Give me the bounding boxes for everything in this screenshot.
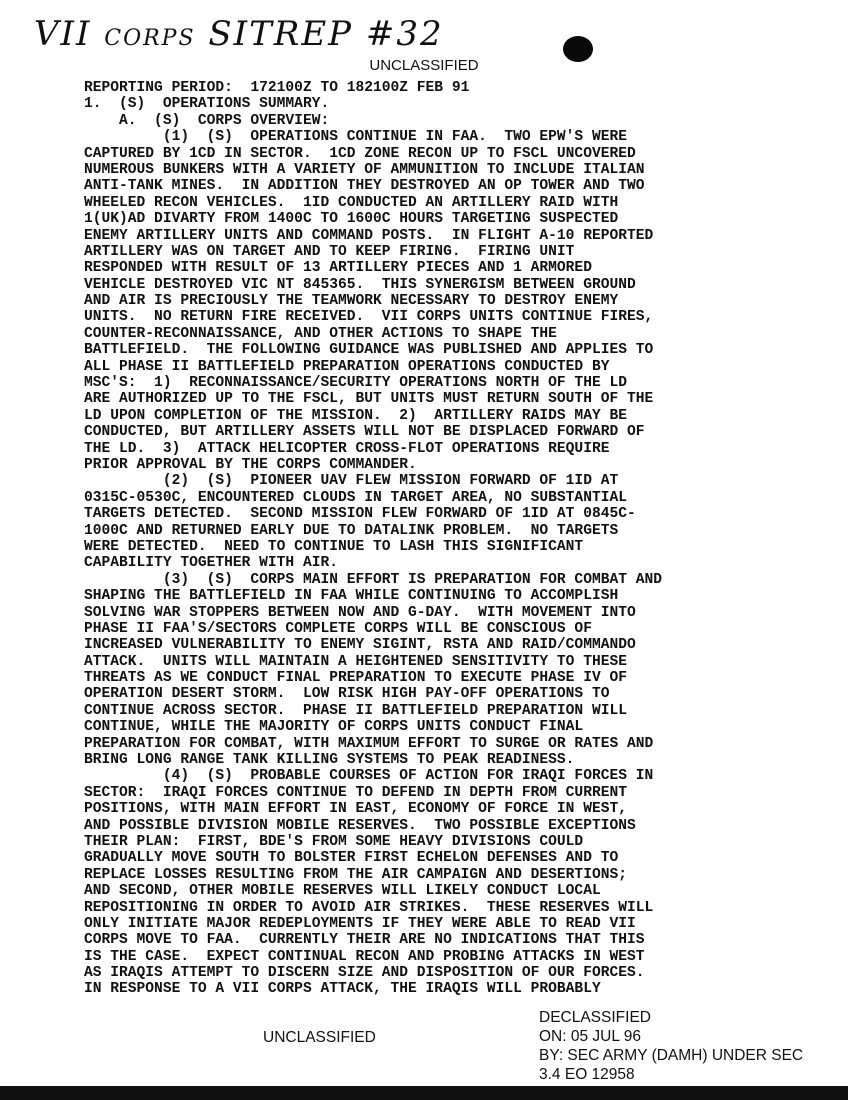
handwritten-number: #32 [365, 14, 444, 54]
declassification-block [539, 1008, 803, 1084]
body-line: THE LD. 3) ATTACK HELICOPTER CROSS-FLOT OPERATIONS REQUIRE [84, 440, 610, 457]
body-line: POSITIONS, WITH MAIN EFFORT IN EAST, ECONOMY OF FORCE IN WEST, [84, 801, 627, 818]
body-line: SECTOR: IRAQI FORCES CONTINUE TO DEFEND IN DEPTH FROM CURRENT [84, 784, 627, 801]
body-line: (3) (S) CORPS MAIN EFFORT IS PREPARATION FOR COMBAT AND [84, 571, 663, 588]
body-line: CAPABILITY TOGETHER WITH AIR. [84, 555, 338, 572]
body-line: 1000C AND RETURNED EARLY DUE TO DATALINK PROBLEM. NO TARGETS [84, 522, 619, 539]
body-line: 1. (S) OPERATIONS SUMMARY. [84, 96, 330, 113]
body-line: AND SECOND, OTHER MOBILE RESERVES WILL LIKELY CONDUCT LOCAL [84, 883, 601, 900]
body-line: ALL PHASE II BATTLEFIELD PREPARATION OPERATIONS CONDUCTED BY [84, 358, 610, 375]
document-body [84, 80, 756, 998]
body-line: SHAPING THE BATTLEFIELD IN FAA WHILE CONTINUING TO ACCOMPLISH [84, 588, 619, 605]
body-line: A. (S) CORPS OVERVIEW: [84, 112, 330, 129]
body-line: NUMEROUS BUNKERS WITH A VARIETY OF AMMUNITION TO INCLUDE ITALIAN [84, 161, 645, 178]
body-line: SOLVING WAR STOPPERS BETWEEN NOW AND G-DAY. WITH MOVEMENT INTO [84, 604, 636, 621]
body-line: CONDUCTED, BUT ARTILLERY ASSETS WILL NOT BE DISPLACED FORWARD OF [84, 424, 645, 441]
body-line: REPOSITIONING IN ORDER TO AVOID AIR STRIKES. THESE RESERVES WILL [84, 899, 654, 916]
body-line: RESPONDED WITH RESULT OF 13 ARTILLERY PIECES AND 1 ARMORED [84, 260, 592, 277]
body-line: 0315C-0530C, ENCOUNTERED CLOUDS IN TARGET AREA, NO SUBSTANTIAL [84, 489, 627, 506]
body-line: THEIR PLAN: FIRST, BDE'S FROM SOME HEAVY DIVISIONS COULD [84, 833, 584, 850]
body-line: (2) (S) PIONEER UAV FLEW MISSION FORWARD OF 1ID AT [84, 473, 619, 490]
body-line: IS THE CASE. EXPECT CONTINUAL RECON AND PROBING ATTACKS IN WEST [84, 948, 645, 965]
body-line: INCREASED VULNERABILITY TO ENEMY SIGINT, RSTA AND RAID/COMMANDO [84, 637, 636, 654]
declass-line-4: 3.4 EO 12958 [539, 1066, 635, 1083]
body-line: AS IRAQIS ATTEMPT TO DISCERN SIZE AND DISPOSITION OF OUR FORCES. [84, 965, 645, 982]
body-line: GRADUALLY MOVE SOUTH TO BOLSTER FIRST ECHELON DEFENSES AND TO [84, 850, 619, 867]
classification-bottom: UNCLASSIFIED [263, 1029, 376, 1046]
body-line: AND POSSIBLE DIVISION MOBILE RESERVES. TWO POSSIBLE EXCEPTIONS [84, 817, 636, 834]
body-line: (1) (S) OPERATIONS CONTINUE IN FAA. TWO EPW'S WERE [84, 129, 627, 146]
body-line: ARE AUTHORIZED UP TO THE FSCL, BUT UNITS MUST RETURN SOUTH OF THE [84, 391, 654, 408]
body-line: AND AIR IS PRECIOUSLY THE TEAMWORK NECESSARY TO DESTROY ENEMY [84, 293, 619, 310]
body-line: BRING LONG RANGE TANK KILLING SYSTEMS TO PEAK READINESS. [84, 752, 575, 769]
body-line: LD UPON COMPLETION OF THE MISSION. 2) ARTILLERY RAIDS MAY BE [84, 407, 627, 424]
handwritten-roman: VII [34, 14, 92, 54]
body-line: 1(UK)AD DIVARTY FROM 1400C TO 1600C HOURS TARGETING SUSPECTED [84, 211, 619, 228]
body-line: REPORTING PERIOD: 172100Z TO 182100Z FEB 91 [84, 80, 470, 96]
body-line: WERE DETECTED. NEED TO CONTINUE TO LASH THIS SIGNIFICANT [84, 538, 584, 555]
body-line: PHASE II FAA'S/SECTORS COMPLETE CORPS WILL BE CONSCIOUS OF [84, 620, 592, 637]
body-line: UNITS. NO RETURN FIRE RECEIVED. VII CORPS UNITS CONTINUE FIRES, [84, 309, 654, 326]
declass-line-1: DECLASSIFIED [539, 1009, 651, 1026]
body-line: WHEELED RECON VEHICLES. 1ID CONDUCTED AN ARTILLERY RAID WITH [84, 194, 619, 211]
body-line: ARTILLERY WAS ON TARGET AND TO KEEP FIRING. FIRING UNIT [84, 243, 575, 260]
body-line: OPERATION DESERT STORM. LOW RISK HIGH PAY-OFF OPERATIONS TO [84, 686, 610, 703]
body-line: CONTINUE, WHILE THE MAJORITY OF CORPS UNITS CONDUCT FINAL [84, 719, 584, 736]
declass-line-2: ON: 05 JUL 96 [539, 1028, 641, 1045]
body-line: CORPS MOVE TO FAA. CURRENTLY THEIR ARE NO INDICATIONS THAT THIS [84, 932, 645, 949]
body-line: CONTINUE ACROSS SECTOR. PHASE II BATTLEFIELD PREPARATION WILL [84, 702, 627, 719]
declass-line-3: BY: SEC ARMY (DAMH) UNDER SEC [539, 1047, 804, 1064]
body-line: ONLY INITIATE MAJOR REDEPLOYMENTS IF THEY WERE ABLE TO READ VII [84, 915, 636, 932]
body-line: IN RESPONSE TO A VII CORPS ATTACK, THE IRAQIS WILL PROBABLY [84, 981, 601, 998]
body-line: MSC'S: 1) RECONNAISSANCE/SECURITY OPERATIONS NORTH OF THE LD [84, 375, 627, 392]
scan-bottom-edge [0, 1086, 848, 1100]
body-line: COUNTER-RECONNAISSANCE, AND OTHER ACTIONS TO SHAPE THE [84, 325, 557, 342]
body-line: ENEMY ARTILLERY UNITS AND COMMAND POSTS. IN FLIGHT A-10 REPORTED [84, 227, 654, 244]
body-line: (4) (S) PROBABLE COURSES OF ACTION FOR IRAQI FORCES IN [84, 768, 654, 785]
body-line: ANTI-TANK MINES. IN ADDITION THEY DESTROYED AN OP TOWER AND TWO [84, 178, 645, 195]
handwritten-title [34, 14, 444, 54]
body-line: PREPARATION FOR COMBAT, WITH MAXIMUM EFFORT TO SURGE OR RATES AND [84, 735, 654, 752]
body-line: PRIOR APPROVAL BY THE CORPS COMMANDER. [84, 456, 417, 473]
body-line: THREATS AS WE CONDUCT FINAL PREPARATION TO EXECUTE PHASE IV OF [84, 670, 627, 687]
body-line: TARGETS DETECTED. SECOND MISSION FLEW FORWARD OF 1ID AT 0845C- [84, 506, 636, 523]
body-line: VEHICLE DESTROYED VIC NT 845365. THIS SYNERGISM BETWEEN GROUND [84, 276, 636, 293]
handwritten-corps: CORPS [104, 26, 196, 51]
body-line: REPLACE LOSSES RESULTING FROM THE AIR CAMPAIGN AND DESERTIONS; [84, 866, 627, 883]
body-line: CAPTURED BY 1CD IN SECTOR. 1CD ZONE RECON UP TO FSCL UNCOVERED [84, 145, 636, 162]
classification-top: UNCLASSIFIED [369, 57, 479, 74]
handwritten-sitrep: SITREP [208, 14, 354, 54]
body-line: ATTACK. UNITS WILL MAINTAIN A HEIGHTENED SENSITIVITY TO THESE [84, 653, 627, 670]
body-line: BATTLEFIELD. THE FOLLOWING GUIDANCE WAS PUBLISHED AND APPLIES TO [84, 342, 654, 359]
